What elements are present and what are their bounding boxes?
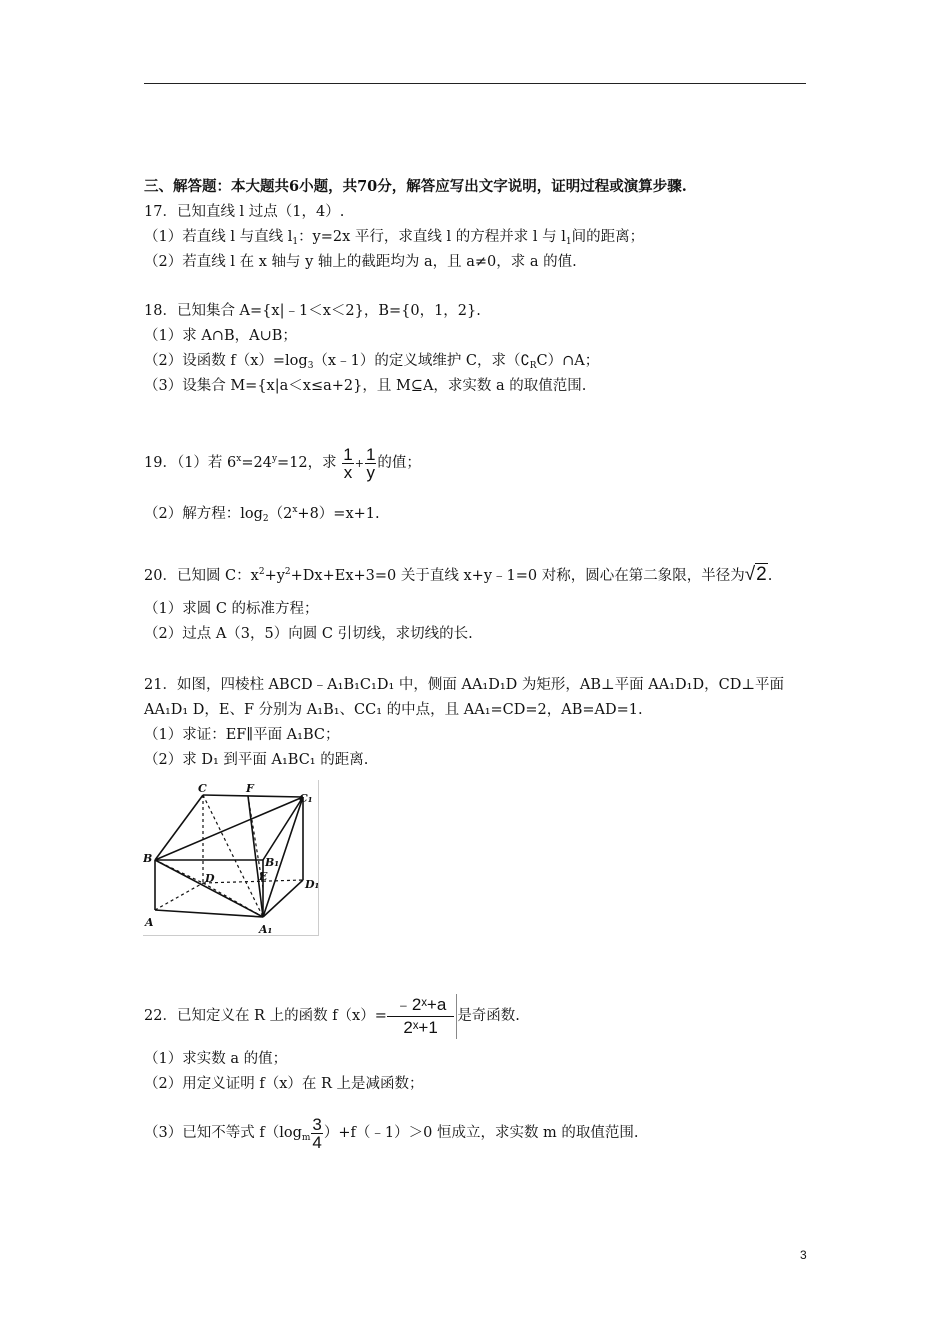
- label-F: F: [246, 782, 254, 795]
- fraction-1-over-y: $\frac{1}{y}$: [365, 444, 376, 482]
- label-E: E: [259, 870, 268, 883]
- label-A1: A₁: [259, 923, 273, 935]
- label-D1: D₁: [305, 878, 318, 891]
- sqrt-two: √2: [744, 564, 767, 585]
- q18-part2: （2）设函数 $f(x)=\log_3(x﹣1)$的定义域维护 C，求$(∁_RC)\cap A$；: [144, 353, 600, 371]
- q21-line1: 21．如图，四棱柱 ABCD﹣A₁B₁C₁D₁ 中，侧面 AA₁D₁D 为矩形，AB⊥平面 AA₁D₁D，CD⊥平面: [144, 677, 784, 693]
- q17-part2: （2）若直线 l 在 x 轴与 y 轴上的截距均为 a，且 a≠0，求 a 的值.: [144, 254, 577, 270]
- fraction-1-over-x: $\frac{1}{x}$: [343, 444, 353, 482]
- q18-stem: 18．已知集合 A={x|﹣1＜x＜2}，B={0，1，2}.: [144, 303, 481, 319]
- q18-part3: （3）设集合 M={x|a＜x≤a+2}，且 M⊆A，求实数 a 的取值范围.: [144, 378, 587, 394]
- odd-function-fraction: $\frac{\text{﹣2ˣ+a}}{\text{2ˣ+1}}$: [387, 994, 457, 1039]
- label-C1: C₁: [299, 792, 313, 805]
- q22-part2: （2）用定义证明 f（x）在 R 上是减函数；: [144, 1076, 424, 1092]
- prism-figure: [143, 780, 319, 936]
- header-rule: [144, 83, 806, 84]
- q21-part1: （1）求证：EF∥平面 A₁BC；: [144, 727, 340, 743]
- section-heading: 三、解答题：本大题共6小题，共70分，解答应写出文字说明，证明过程或演算步骤.: [144, 178, 687, 195]
- q19-part1: 19．（1）若 $6^x=24^y=12$，求 $\frac{1}{x}$ + $\frac{1}{y}$ 的值；: [144, 444, 421, 482]
- label-B1: B₁: [265, 856, 280, 869]
- label-D: D: [205, 872, 215, 885]
- q17-part1: （1）若直线 l 与直线 $l_1$：y=2x 平行，求直线 l 的方程并求 l 与 $l_1$间的距离；: [144, 229, 645, 247]
- fraction-3-over-4: $\frac{3}{4}$: [312, 1114, 322, 1152]
- prism-diagram: [143, 780, 318, 935]
- q22-part3: （3）已知不等式 $f(\log_m$ $\frac{3}{4}$ ）+f（﹣1）＞0 恒成立，求实数 m 的取值范围.: [144, 1114, 639, 1152]
- q17-stem: 17．已知直线 l 过点（1，4）.: [144, 204, 345, 220]
- q20-part2: （2）过点 A（3，5）向圆 C 引切线，求切线的长.: [144, 626, 473, 642]
- label-B: B: [143, 852, 153, 865]
- q18-part1: （1）求 A∩B，A∪B；: [144, 328, 297, 344]
- label-C: C: [198, 782, 207, 795]
- q21-part2: （2）求 D₁ 到平面 A₁BC₁ 的距离.: [144, 752, 369, 768]
- q20-stem: 20．已知圆 C：$x^2+y^2+Dx+Ex+3=0$ 关于直线 x+y﹣1=0 对称，圆心在第二象限，半径为√2.: [144, 564, 773, 585]
- q19-part2: （2）解方程：$\log_2(2^x+8)=x+1$.: [144, 505, 380, 524]
- q21-line2: AA₁D₁ D，E、F 分别为 A₁B₁、CC₁ 的中点，且 AA₁=CD=2，AB=AD=1.: [144, 702, 643, 718]
- q20-part1: （1）求圆 C 的标准方程；: [144, 601, 319, 617]
- label-A: A: [145, 916, 154, 929]
- page-number: 3: [800, 1248, 807, 1262]
- q22-stem: 22．已知定义在 R 上的函数 f（x）= $\frac{\text{﹣2ˣ+a}}{\text{2ˣ+1}}$ 是奇函数.: [144, 994, 520, 1037]
- q22-part1: （1）求实数 a 的值；: [144, 1051, 288, 1067]
